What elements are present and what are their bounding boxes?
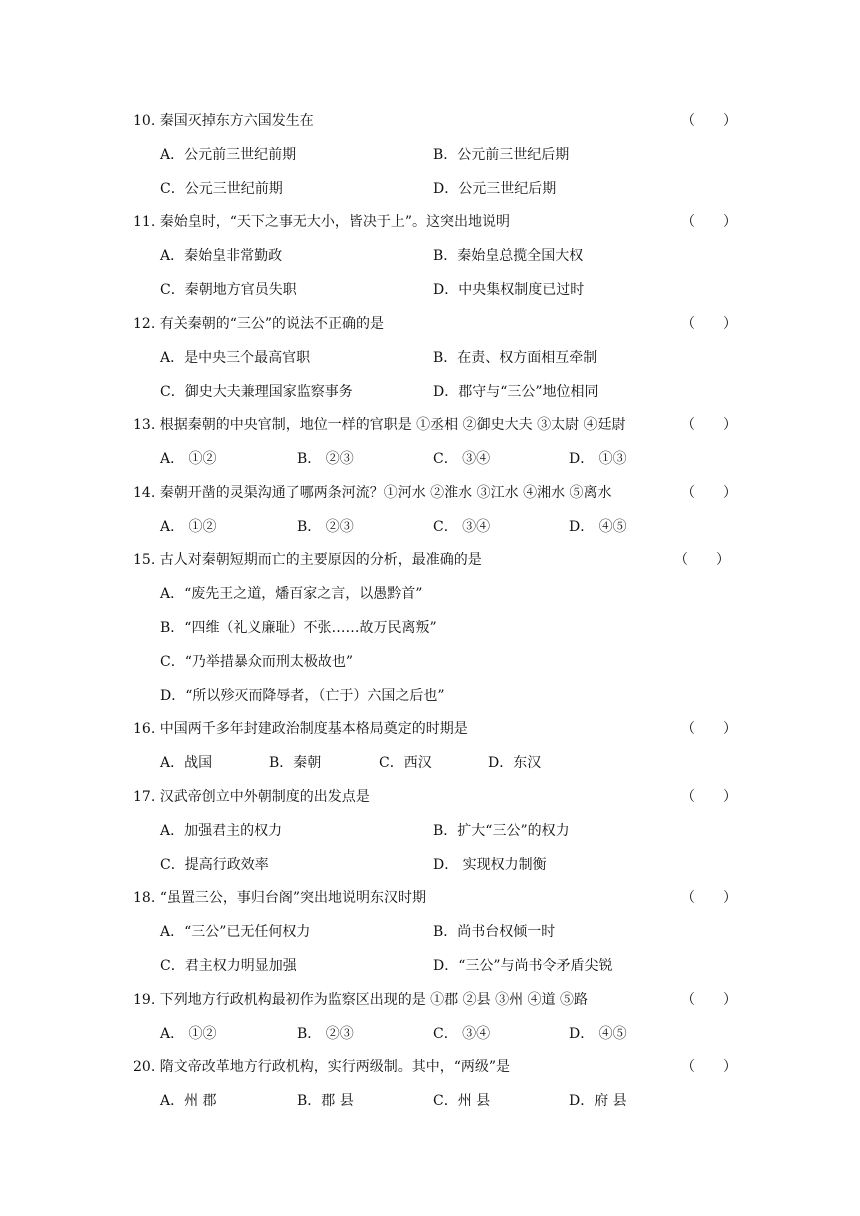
option-c: C．“乃举措暴众而刑太极故也” [160, 654, 354, 670]
question-18 [133, 888, 426, 908]
option-b: B．郡 县 [297, 1093, 354, 1109]
question-16 [133, 719, 468, 739]
question-11 [133, 212, 510, 232]
option-a: A．“废先王之道，燔百家之言，以愚黔首” [160, 586, 423, 602]
option-c: C．君主权力明显加强 [160, 958, 297, 974]
question-number: 10. [133, 113, 156, 129]
option-b: B．在责、权方面相互牵制 [433, 350, 598, 366]
option-b: B．秦朝 [269, 755, 322, 771]
question-19 [133, 990, 588, 1010]
question-20 [133, 1057, 510, 1077]
answer-paren: （ ） [681, 417, 737, 433]
question-number: 16. [133, 721, 156, 737]
option-b: B． ②③ [297, 519, 354, 535]
question-number: 14. [133, 485, 156, 501]
question-number: 12. [133, 316, 156, 332]
option-d: D．“所以殄灭而降辱者，（亡于）六国之后也” [160, 688, 445, 704]
answer-paren: （ ） [681, 721, 737, 737]
option-b: B．秦始皇总揽全国大权 [433, 248, 584, 264]
option-b: B．公元前三世纪后期 [433, 147, 570, 163]
option-d: D．公元三世纪后期 [433, 181, 557, 197]
option-a: A．加强君主的权力 [160, 823, 283, 839]
option-d: D．东汉 [488, 755, 542, 771]
option-b: B．尚书台权倾一时 [433, 924, 556, 940]
answer-paren: （ ） [681, 113, 737, 129]
option-c: C．公元三世纪前期 [160, 181, 283, 197]
question-17 [133, 787, 370, 807]
question-13 [133, 415, 626, 435]
question-10 [133, 111, 314, 131]
option-a: A．州 郡 [160, 1093, 217, 1109]
option-a: A． ①② [160, 519, 217, 535]
answer-paren: （ ） [681, 789, 737, 805]
question-text: 根据秦朝的中央官制，地位一样的官职是 ①丞相 ②御史大夫 ③太尉 ④廷尉 [159, 417, 626, 433]
question-number: 15. [133, 552, 156, 568]
option-d: D． ①③ [569, 451, 627, 467]
option-d: D．郡守与“三公”地位相同 [433, 384, 599, 400]
option-d: D． 实现权力制衡 [433, 857, 547, 873]
option-c: C．西汉 [379, 755, 432, 771]
option-c: C． ③④ [433, 451, 491, 467]
question-text: 隋文帝改革地方行政机构，实行两级制。其中，“两级”是 [159, 1059, 511, 1075]
answer-paren: （ ） [681, 485, 737, 501]
option-b: B． ②③ [297, 1026, 354, 1042]
question-text: 古人对秦朝短期而亡的主要原因的分析，最准确的是 [159, 552, 482, 568]
option-a: A． ①② [160, 1026, 217, 1042]
question-text: 秦朝开凿的灵渠沟通了哪两条河流？①河水 ②淮水 ③江水 ④湘水 ⑤离水 [159, 485, 612, 501]
question-number: 20. [133, 1059, 156, 1075]
option-b: B． ②③ [297, 451, 354, 467]
answer-paren: （ ） [681, 992, 737, 1008]
question-text: 汉武帝创立中外朝制度的出发点是 [159, 789, 370, 805]
answer-paren: （ ） [681, 1059, 737, 1075]
option-d: D． ④⑤ [569, 519, 627, 535]
question-text: 下列地方行政机构最初作为监察区出现的是 ①郡 ②县 ③州 ④道 ⑤路 [159, 992, 588, 1008]
question-12 [133, 314, 384, 334]
question-text: “虽置三公，事归台阁”突出地说明东汉时期 [159, 890, 427, 906]
option-c: C．提高行政效率 [160, 857, 269, 873]
option-d: D．府 县 [569, 1093, 627, 1109]
question-number: 18. [133, 890, 156, 906]
option-d: D．“三公”与尚书令矛盾尖锐 [433, 958, 613, 974]
question-number: 11. [133, 214, 156, 230]
answer-paren: （ ） [681, 890, 737, 906]
question-text: 秦国灭掉东方六国发生在 [159, 113, 314, 129]
option-c: C． ③④ [433, 519, 491, 535]
option-a: A．秦始皇非常勤政 [160, 248, 283, 264]
question-number: 13. [133, 417, 156, 433]
option-a: A．“三公”已无任何权力 [160, 924, 311, 940]
answer-paren: （ ） [681, 316, 737, 332]
option-b: B．扩大“三公”的权力 [433, 823, 570, 839]
question-text: 有关秦朝的“三公”的说法不正确的是 [159, 316, 385, 332]
option-a: A．战国 [160, 755, 213, 771]
option-c: C． ③④ [433, 1026, 491, 1042]
answer-paren: （ ） [674, 552, 730, 568]
option-c: C．州 县 [433, 1093, 491, 1109]
option-a: A．是中央三个最高官职 [160, 350, 311, 366]
option-c: C．秦朝地方官员失职 [160, 282, 297, 298]
option-a: A． ①② [160, 451, 217, 467]
question-14 [133, 483, 612, 503]
option-b: B．“四维（礼义廉耻）不张……故万民离叛” [160, 620, 437, 636]
option-d: D． ④⑤ [569, 1026, 627, 1042]
question-text: 秦始皇时，“天下之事无大小，皆决于上”。这突出地说明 [159, 214, 511, 230]
question-text: 中国两千多年封建政治制度基本格局奠定的时期是 [159, 721, 468, 737]
option-a: A．公元前三世纪前期 [160, 147, 297, 163]
option-d: D．中央集权制度已过时 [433, 282, 585, 298]
question-number: 19. [133, 992, 156, 1008]
question-number: 17. [133, 789, 156, 805]
question-15 [133, 550, 482, 570]
answer-paren: （ ） [681, 214, 737, 230]
option-c: C．御史大夫兼理国家监察事务 [160, 384, 353, 400]
